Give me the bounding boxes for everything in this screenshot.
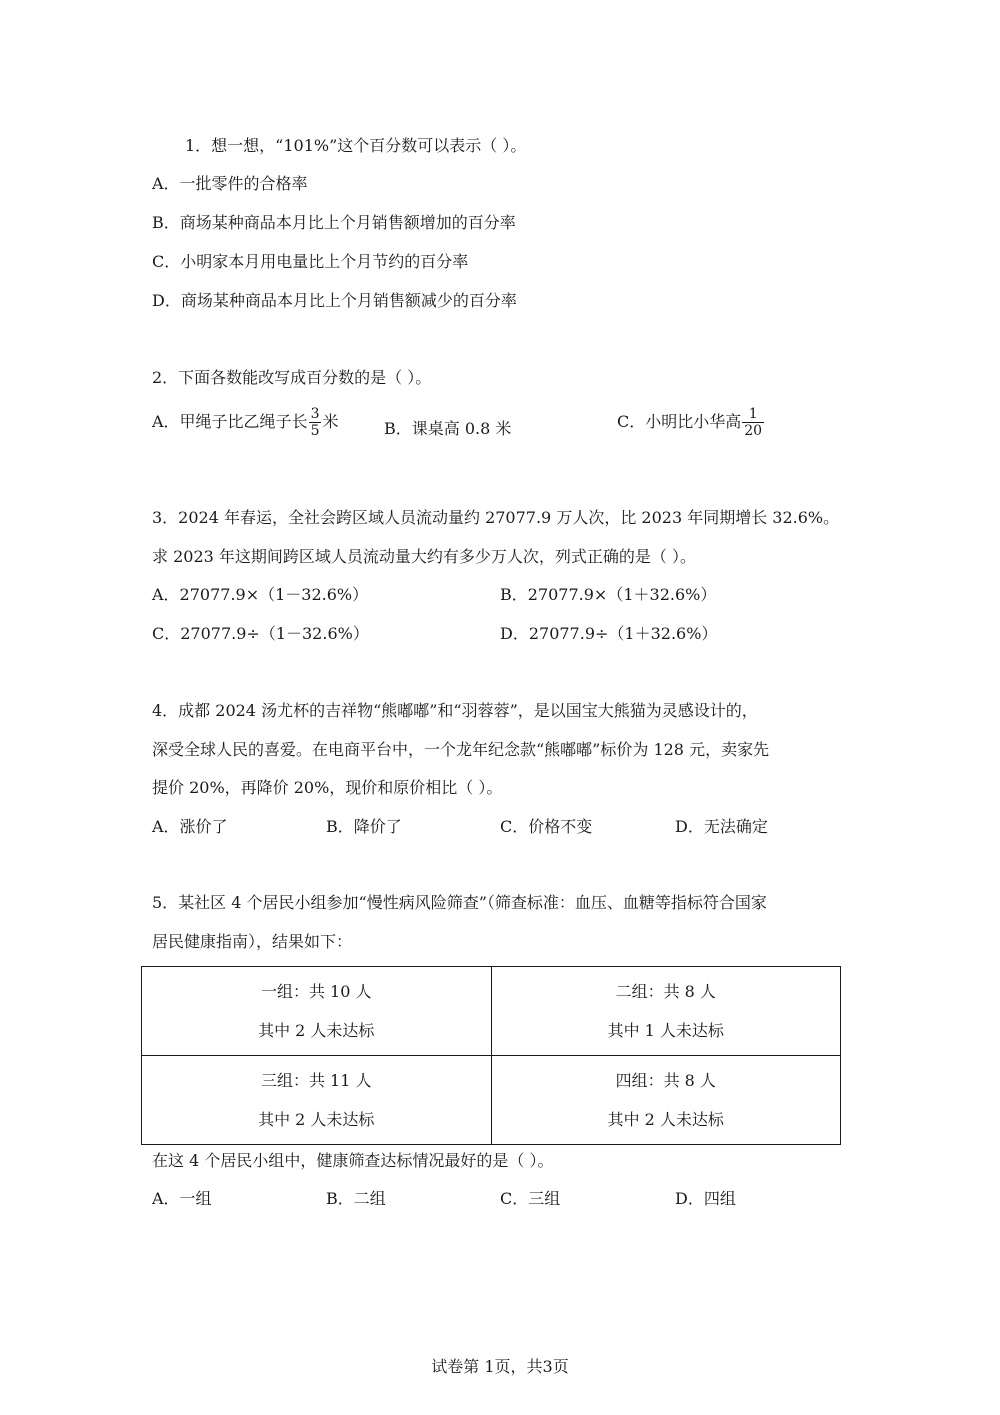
question-3-stem-line-2: 求 2023 年这期间跨区域人员流动量大约有多少万人次，列式正确的是（ ）。 [152,547,696,566]
group-title: 一组：共 10 人 [260,981,372,1001]
question-2-option-c[interactable] [617,404,765,440]
question-5-stem-line-2: 居民健康指南），结果如下： [152,932,353,951]
question-5-stem-line-1: 5．某社区 4 个居民小组参加“慢性病风险筛查”（筛查标准：血压、血糖等指标符合国家 [152,893,767,912]
question-5-option-a[interactable]: A．一组 [152,1189,212,1208]
question-3-option-d[interactable]: D．27077.9÷（1＋32.6%） [500,624,718,643]
question-4-option-c[interactable]: C．价格不变 [500,817,593,836]
question-5-option-c[interactable]: C．三组 [500,1189,561,1208]
option-a-text: A．甲绳子比乙绳子长 [152,412,308,431]
group-cell-4 [491,1056,841,1145]
group-title: 四组：共 8 人 [615,1070,716,1090]
question-2-option-a[interactable] [152,404,339,440]
question-4-option-b[interactable]: B．降价了 [326,817,402,836]
group-results-table [141,966,841,1145]
question-1-option-c[interactable]: C．小明家本月用电量比上个月节约的百分率 [152,252,469,271]
option-a-unit: 米 [322,412,339,431]
question-1-stem: 1．想一想，“101%”这个百分数可以表示（ ）。 [185,136,527,155]
group-detail: 其中 2 人未达标 [258,1020,375,1040]
question-1-option-d[interactable]: D．商场某种商品本月比上个月销售额减少的百分率 [152,291,517,310]
option-c-text: C．小明比小华高 [617,412,742,431]
question-1-option-b[interactable]: B．商场某种商品本月比上个月销售额增加的百分率 [152,213,516,232]
question-5-option-b[interactable]: B．二组 [326,1189,386,1208]
page-footer: 试卷第 1页，共3页 [431,1357,569,1376]
group-cell-1 [142,967,492,1056]
question-5-prompt: 在这 4 个居民小组中，健康筛查达标情况最好的是（ ）。 [152,1151,554,1170]
group-cell-3 [142,1056,492,1145]
fraction-three-fifths: $\frac{3}{5}$ [310,406,320,439]
group-detail: 其中 1 人未达标 [607,1020,724,1040]
group-title: 二组：共 8 人 [615,981,716,1001]
question-3-option-c[interactable]: C．27077.9÷（1－32.6%） [152,624,369,643]
question-4-stem-line-2: 深受全球人民的喜爱。在电商平台中，一个龙年纪念款“熊嘟嘟”标价为 128 元，卖家先 [152,740,770,759]
question-2-stem: 2．下面各数能改写成百分数的是（ ）。 [152,368,432,387]
group-detail: 其中 2 人未达标 [607,1109,724,1129]
group-cell-2 [491,967,841,1056]
question-1-option-a[interactable]: A．一批零件的合格率 [152,174,308,193]
question-3-option-a[interactable]: A．27077.9×（1－32.6%） [152,585,369,604]
table-row [142,967,841,1056]
group-title: 三组：共 11 人 [260,1070,372,1090]
group-detail: 其中 2 人未达标 [258,1109,375,1129]
question-3-stem-line-1: 3．2024 年春运，全社会跨区域人员流动量约 27077.9 万人次，比 2023 年同期增长 32.6%。 [152,508,840,527]
question-2-option-b[interactable]: B．课桌高 0.8 米 [384,419,512,438]
question-5-option-d[interactable]: D．四组 [675,1189,736,1208]
table-row [142,1056,841,1145]
question-4-option-d[interactable]: D．无法确定 [675,817,768,836]
question-4-option-a[interactable]: A．涨价了 [152,817,228,836]
fraction-one-twentieth: $\frac{1}{20}$ [744,406,763,439]
question-4-stem-line-1: 4．成都 2024 汤尤杯的吉祥物“熊嘟嘟”和“羽蓉蓉”，是以国宝大熊猫为灵感设计的， [152,701,758,720]
question-3-option-b[interactable]: B．27077.9×（1＋32.6%） [500,585,717,604]
question-4-stem-line-3: 提价 20%，再降价 20%，现价和原价相比（ ）。 [152,778,503,797]
